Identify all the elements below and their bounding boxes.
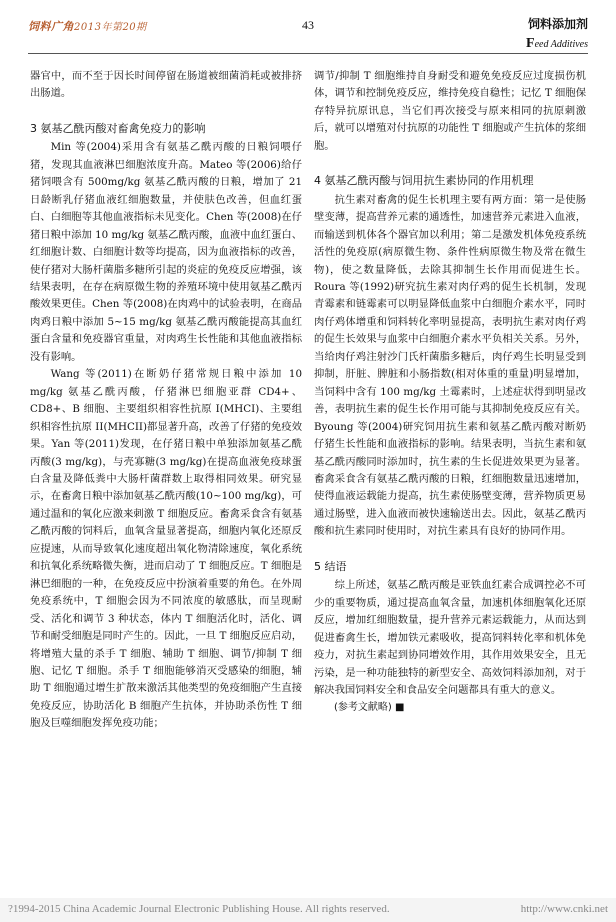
header-divider xyxy=(28,53,588,54)
section-label xyxy=(526,15,588,52)
left-column xyxy=(30,68,302,733)
paragraph-min: Min 等(2004)采用含有氨基乙酰丙酸的日粮饲喂仔猪，发现其血液淋巴细胞浓度升高。Mateo 等(2006)给仔猪饲喂含有 500mg/kg 氨基乙酰丙酸的日粮，增加了 21 日龄断乳仔猪血液红细胞数量，并使肤色改善，但血红蛋白、白细胞等其他血液指标未见变化。Chen 等(2008)在仔猪日粮中添加 10 mg/kg 氨基乙酰丙酸，血液中血红蛋白、红细胞计数、白细胞计数等均提高，因为血液指标的改善，使仔猪对大肠杆菌脂多糖所引起的炎症的免疫反应增强，该结果表明，在存在病原微生物的养殖环境中使用氨基乙酰丙酸效果更佳。Chen 等(2008)在肉鸡中的试验表明，在商品肉鸡日粮中添加 5~15 mg/kg 氨基乙酰丙酸能提高其血红蛋白含量和免疫器官重量，对肉鸡生长性能和其他血液指标没有影响。 xyxy=(30,141,302,363)
paragraph-t-cells: 调节/抑制 T 细胞维持自身耐受和避免免疫反应过度损伤机体，调节和控制免疫反应，维持免疫自稳性；记忆 T 细胞保存特异抗原讯息，当它们再次接受与原来相同的抗原刺激后，就可以增殖对付抗原的功能性 T 细胞或产生抗体的浆细胞。 xyxy=(314,70,586,152)
paragraph-antibiotic: 抗生素对畜禽的促生长机理主要有两方面：第一是使肠壁变薄，提高营养元素的通透性，加速营养元素进入血液，而输送到机体各个器官加以利用；第二是激发机体免疫系统活性的免疫原(病原微生物、条件性病原微生物及常在微生物)，使之数量降低，去除其抑制生长作用而促进生长。Roura 等(1992)研究抗生素对肉仔鸡的促生长机制，发现青霉素和链霉素可以明显降低血浆中白细胞介素水平，同时肉仔鸡体增重和饲料转化率明显提高，表明抗生素对肉仔鸡的促生长效果与血浆中白细胞介素水平负相关关系。另外，当给肉仔鸡注射沙门氏杆菌脂多糖后，肉仔鸡生长明显受到抑制，肝脏、脾脏和小肠指数(相对体重的重量)明显增加，当饲料中含有 100 mg/kg 土霉素时，上述症状得到明显改善，表明抗生素的促生长作用可能与其抑制免疫反应有关。Byoung 等(2004)研究饲用抗生素和氨基乙酰丙酸对断奶仔猪生长性能和血液指标的影响。结果表明，当抗生素和氨基乙酰丙酸同时添加时，抗生素的生长促进效果更为显著。畜禽采食含有氨基乙酰丙酸的日粮，红细胞数量迅速增加，使得血液运载能力提高，抗生素使肠壁变薄，营养物质更易通过肠壁，进入血液而被快速输送出去。因此，氨基乙酰丙酸和抗生素同时使用时，对抗生素具有良好的协同作用。 xyxy=(314,193,586,538)
journal-issue: 2013年第20期 xyxy=(74,22,147,33)
section-title-cn: 饲料添加剂 xyxy=(527,17,588,31)
page-footer xyxy=(0,898,616,922)
paragraph-conclusion: 综上所述，氨基乙酰丙酸是亚铁血红素合成调控必不可少的重要物质，通过提高血氧含量，加速机体细胞氧化还原反应，增加红细胞数量，提升营养元素运载能力，从而达到促进畜禽生长，增加铁元素吸收，提高饲料转化率和机体免疫力，对抗生素起到协同增效作用，其作用效果安全，且无污染，是一种功能独特的新型安全、高效饲料添加剂，对于解决我国饲料安全和食品安全问题都具有重大的意义。 xyxy=(314,579,586,696)
right-column xyxy=(314,68,586,717)
page-header xyxy=(28,12,588,52)
page-number: 43 xyxy=(302,18,314,32)
cnki-link[interactable]: http://www.cnki.net xyxy=(520,903,608,915)
section-5-heading: 5 结语 xyxy=(314,559,347,573)
section-3-heading: 3 氨基乙酰丙酸对畜禽免疫力的影响 xyxy=(30,121,206,135)
paragraph-wang: Wang 等(2011)在断奶仔猪常规日粮中添加 10 mg/kg 氨基乙酰丙酸，仔猪淋巴细胞亚群 CD4+、CD8+、B 细胞、主要组织相容性抗原 I(MHCI)、主要组织相容性抗原 II(MHCII)都显著升高，改善了仔猪的免疫效果。Yan 等(2011)发现，在仔猪日粮中单独添加氨基乙酰丙酸(3 mg/kg)，与壳寡糖(3 mg/kg)在提高血液免疫球蛋白含量及降低粪中大肠杆菌群数上取得相同效果。研究显示，在畜禽日粮中添加氨基乙酰丙酸(10~100 mg/kg)，可通过温和的氧化应激来刺激 T 细胞反应。畜禽采食含有氨基乙酰丙酸的饲料后，血氧含量显著提高，细胞内氧化还原反应提速，从而导致氧化速度超出氧化物清除速度，氧化系统和抗氧化系统略微失衡，进而启动了 T 细胞反应。T 细胞是淋巴细胞的一种，在免疫反应中扮演着重要的角色。在外周免疫系统中，T 细胞会因为不同浓度的敏感肽，而呈现耐受、活化和调节 3 种状态，体内 T 细胞活化时，活化、调节和耐受细胞是同时产生的。因此，一旦 T 细胞反应启动，将增殖大量的杀手 T 细胞、辅助 T 细胞、调节/抑制 T 细胞、记忆 T 细胞。杀手 T 细胞能够消灭受感染的细胞，辅助 T 细胞通过增生扩散来激活其他类型的免疫细胞产生直接免疫反应，协助活化 B 细胞产生抗体，并协助杀伤性 T 细胞及巨噬细胞发挥免疫功能； xyxy=(30,368,302,730)
copyright-text: ?1994-2015 China Academic Journal Electronic Publishing House. All rights reserved. xyxy=(8,903,390,915)
paragraph-continued: 器官中，而不至于因长时间停留在肠道被细菌消耗或被排挤出肠道。 xyxy=(30,70,302,100)
section-title-en: Feed Additives xyxy=(526,36,588,51)
copyright-line xyxy=(8,903,608,915)
references-note: (参考文献略) ■ xyxy=(334,702,405,714)
section-4-heading: 4 氨基乙酰丙酸与饲用抗生素协同的作用机理 xyxy=(314,174,534,188)
journal-name: 饲料广角 xyxy=(28,20,74,33)
